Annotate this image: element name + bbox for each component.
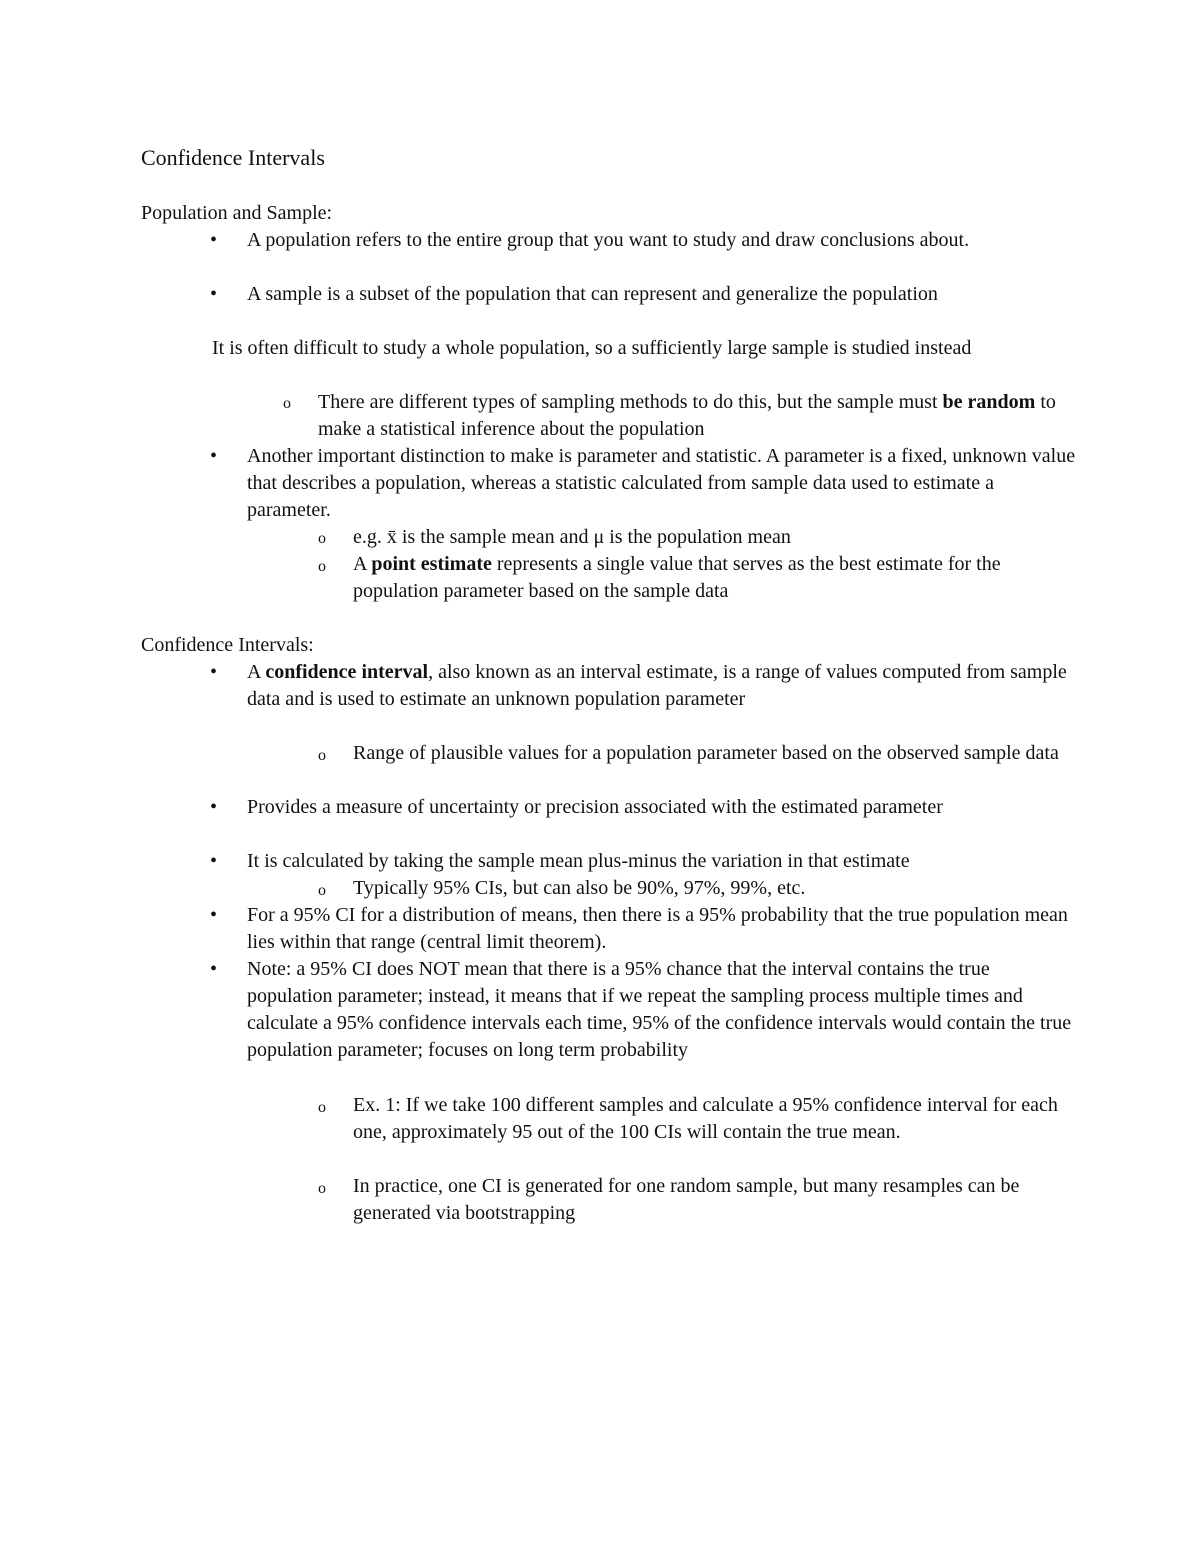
bullet-marker: • <box>210 958 218 980</box>
sub-list-item: A point estimate represents a single value that serves as the best estimate for the population parameter based on the sample data <box>353 553 1001 602</box>
bullet-marker: • <box>210 661 218 683</box>
bullet-marker: • <box>210 229 218 251</box>
sub-bullet-marker: o <box>318 747 326 764</box>
bullet-marker: • <box>210 850 218 872</box>
sub-bullet-marker: o <box>318 1099 326 1116</box>
paragraph: It is often difficult to study a whole population, so a sufficiently large sample is studied instead <box>212 337 972 359</box>
bullet-marker: • <box>210 445 218 467</box>
sub-list-item: There are different types of sampling methods to do this, but the sample must be random to make a statistical inference about the population <box>318 391 1056 440</box>
list-item: A sample is a subset of the population that can represent and generalize the population <box>247 283 938 305</box>
list-item: Note: a 95% CI does NOT mean that there is a 95% chance that the interval contains the true population parameter; instead, it means that if we repeat the sampling process multiple times and calculate a 95% confidence intervals each time, 95% of the confidence intervals would contain the true population parameter; focuses on long term probability <box>247 958 1072 1061</box>
bullet-marker: • <box>210 796 218 818</box>
section-heading-population-sample: Population and Sample: <box>141 202 333 224</box>
sub-list-item: In practice, one CI is generated for one random sample, but many resamples can be generated via bootstrapping <box>353 1175 1020 1224</box>
document-title: Confidence Intervals <box>141 145 325 170</box>
sub-list-item: Typically 95% CIs, but can also be 90%, 97%, 99%, etc. <box>353 877 806 899</box>
sub-bullet-marker: o <box>318 558 326 575</box>
bullet-marker: • <box>210 283 218 305</box>
sub-bullet-marker: o <box>318 530 326 547</box>
sub-bullet-marker: o <box>283 395 291 412</box>
list-item: Provides a measure of uncertainty or precision associated with the estimated parameter <box>247 796 943 818</box>
sub-bullet-marker: o <box>318 1180 326 1197</box>
sub-list-item: Range of plausible values for a population parameter based on the observed sample data <box>353 742 1059 764</box>
sub-list-item: Ex. 1: If we take 100 different samples and calculate a 95% confidence interval for each one, approximately 95 out of the 100 CIs will contain the true mean. <box>353 1094 1058 1143</box>
section-heading-confidence-intervals: Confidence Intervals: <box>141 634 314 656</box>
list-item: A population refers to the entire group that you want to study and draw conclusions about. <box>247 229 970 251</box>
sub-bullet-marker: o <box>318 882 326 899</box>
bold-term: confidence interval <box>265 661 429 683</box>
list-item: Another important distinction to make is parameter and statistic. A parameter is a fixed, unknown value that describes a population, whereas a statistic calculated from sample data used to estimate a parameter. <box>247 445 1076 521</box>
bold-term: point estimate <box>371 553 492 575</box>
list-item: It is calculated by taking the sample mean plus-minus the variation in that estimate <box>247 850 910 872</box>
list-item: A confidence interval, also known as an interval estimate, is a range of values computed from sample data and is used to estimate an unknown population parameter <box>247 661 1067 710</box>
list-item: For a 95% CI for a distribution of means, then there is a 95% probability that the true population mean lies within that range (central limit theorem). <box>247 904 1068 953</box>
bullet-marker: • <box>210 904 218 926</box>
sub-list-item: e.g. x̄ is the sample mean and μ is the population mean <box>353 526 791 548</box>
bold-term: be random <box>942 391 1036 413</box>
